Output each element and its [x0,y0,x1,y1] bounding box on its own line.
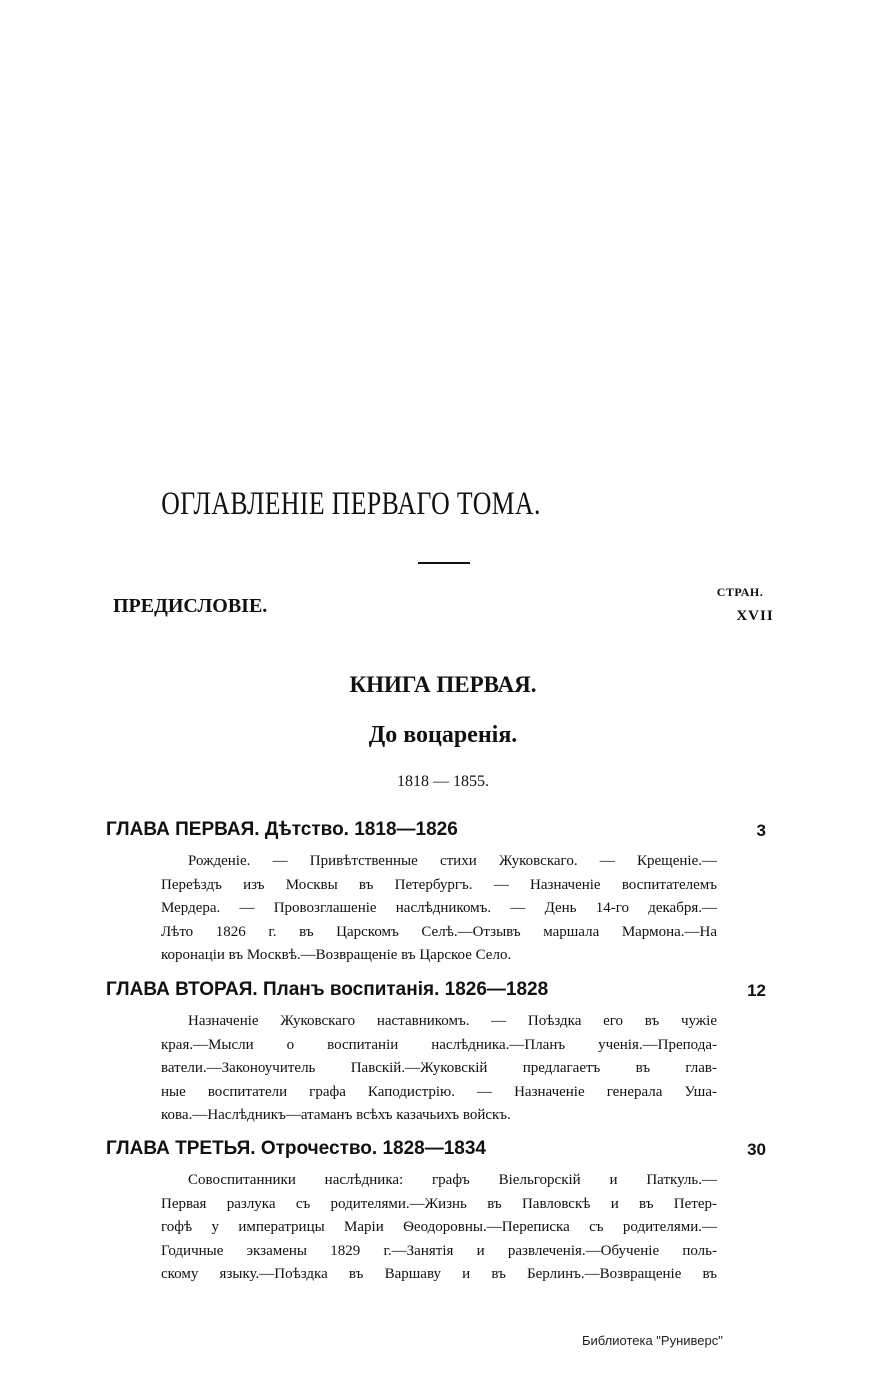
chapter-entry-2 [106,979,766,1128]
preface-page-number: XVII [736,608,774,624]
library-footer: Библиотека "Руниверс" [582,1333,723,1348]
summary-line: гофѣ у императрицы Маріи Ѳеодоровны.—Переписка съ родителями.— [161,1219,717,1235]
chapter-heading: ГЛАВА ПЕРВАЯ. Дѣтство. 1818—1826 [106,819,458,840]
summary-line: Годичные экзамены 1829 г.—Занятія и развлеченія.—Обученіе поль- [161,1242,717,1259]
summary-line: Первая разлука съ родителями.—Жизнь въ Павловскѣ и въ Петер- [161,1195,717,1212]
book-title: КНИГА ПЕРВАЯ. [349,672,537,697]
preface-label: ПРЕДИСЛОВІЕ. [113,595,268,617]
summary-line: коронаціи въ Москвѣ.—Возвращеніе въ Царское Село. [161,947,512,963]
book-subtitle: До воцаренія. [368,722,518,748]
summary-line: ватели.—Законоучитель Павскій.—Жуковскій предлагаетъ въ глав- [161,1060,717,1076]
chapter-entry-1 [106,819,766,968]
summary-line: Лѣто 1826 г. въ Царскомъ Селѣ.—Отзывъ маршала Мармона.—На [161,923,717,940]
chapter-heading: ГЛАВА ВТОРАЯ. Планъ воспитанія. 1826—1828 [106,979,549,1000]
summary-line: скому языку.—Поѣздка въ Варшаву и въ Берлинъ.—Возвращеніе въ [161,1266,717,1282]
summary-line: края.—Мысли о воспитаніи наслѣдника.—Планъ ученія.—Препода- [161,1036,717,1053]
chapter-summary [161,1169,717,1287]
chapter-page-number: 30 [747,1140,766,1159]
summary-line: Совоспитанники наслѣдника: графъ Віельгорскій и Паткуль.— [188,1172,717,1188]
page-title: ОГЛАВЛЕНІЕ ПЕРВАГО ТОМА. [161,486,541,522]
book-years: 1818 — 1855. [397,773,489,790]
summary-line: Рожденіе. — Привѣтственные стихи Жуковскаго. — Крещеніе.— [188,853,717,869]
summary-line: Назначеніе Жуковскаго наставникомъ. — Поѣздка его въ чужіе [188,1013,717,1029]
chapter-page-number: 3 [756,821,766,840]
summary-line: Переѣздъ изъ Москвы въ Петербургъ. — Назначеніе воспитателемъ [161,876,717,893]
page-column-header: СТРАН. [716,585,764,599]
chapter-heading: ГЛАВА ТРЕТЬЯ. Отрочество. 1828—1834 [106,1138,486,1159]
chapter-summary [161,1010,717,1128]
chapter-entry-3 [106,1138,766,1287]
summary-line: Мердера. — Провозглашеніе наслѣдникомъ. — День 14-го декабря.— [161,900,717,916]
title-divider [418,562,470,564]
summary-line: кова.—Наслѣдникъ—атаманъ всѣхъ казачьихъ войскъ. [161,1107,511,1123]
summary-line: ные воспитатели графа Каподистрію. — Назначеніе генерала Уша- [161,1083,717,1100]
chapter-summary [161,850,717,968]
chapter-page-number: 12 [747,981,766,1000]
